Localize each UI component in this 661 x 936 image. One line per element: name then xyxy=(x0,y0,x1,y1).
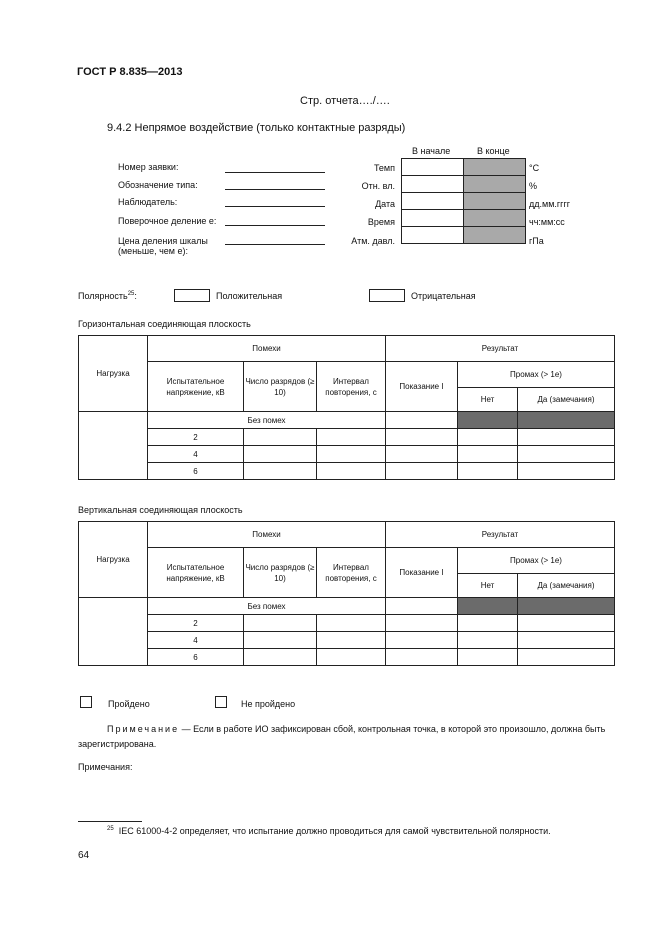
section-title: 9.4.2 Непрямое воздействие (только контактные разряды) xyxy=(107,122,406,134)
cell-temp-start[interactable] xyxy=(402,159,464,176)
footnote-separator xyxy=(78,821,142,822)
page-number: 64 xyxy=(78,850,90,861)
cell-interval[interactable] xyxy=(317,649,386,666)
cell-indication[interactable] xyxy=(386,446,458,463)
field-label-scale-division-note: (меньше, чем е): xyxy=(118,246,188,256)
col-load: Нагрузка xyxy=(79,522,148,598)
cell-date-start[interactable] xyxy=(402,193,464,210)
conditions-label-humidity: Отн. вл. xyxy=(361,181,395,191)
cell-no[interactable] xyxy=(458,429,518,446)
col-no: Нет xyxy=(458,388,518,412)
conditions-label-temp: Темп xyxy=(373,163,395,173)
cell-interval[interactable] xyxy=(317,632,386,649)
cell-no[interactable] xyxy=(458,446,518,463)
cell-discharges[interactable] xyxy=(244,615,317,632)
passed-checkbox[interactable] xyxy=(80,696,92,708)
polarity-negative-label: Отрицательная xyxy=(411,291,476,301)
field-line-type[interactable] xyxy=(225,189,325,190)
cell-interval[interactable] xyxy=(317,615,386,632)
cell-indication[interactable] xyxy=(386,463,458,480)
polarity-label: Полярность$^{25}$: xyxy=(78,291,137,301)
cell-temp-end xyxy=(464,159,526,176)
row-voltage: 2 xyxy=(148,615,244,632)
col-indication: Показание I xyxy=(386,362,458,412)
col-error: Промах (> 1e) xyxy=(458,362,615,388)
col-interval: Интервал повторения, с xyxy=(317,548,386,598)
field-line-verification-division[interactable] xyxy=(225,225,325,226)
field-label-verification-division: Поверочное деление e: xyxy=(118,216,217,226)
polarity-positive-checkbox[interactable] xyxy=(174,289,210,302)
field-line-order-number[interactable] xyxy=(225,172,325,173)
cell-yes[interactable] xyxy=(518,429,615,446)
cell-time-start[interactable] xyxy=(402,210,464,227)
cell-discharges[interactable] xyxy=(244,463,317,480)
col-yes: Да (замечания) xyxy=(518,388,615,412)
cell-discharges[interactable] xyxy=(244,649,317,666)
load-cell[interactable] xyxy=(79,412,148,480)
field-label-scale-division: Цена деления шкалы xyxy=(118,236,208,246)
col-error: Промах (> 1e) xyxy=(458,548,615,574)
col-result: Результат xyxy=(386,522,615,548)
cell-yes[interactable] xyxy=(518,446,615,463)
cell-shaded xyxy=(518,598,615,615)
col-discharges: Число разрядов (≥ 10) xyxy=(244,362,317,412)
cell-time-end xyxy=(464,210,526,227)
cell-shaded xyxy=(518,412,615,429)
cell-interval[interactable] xyxy=(317,429,386,446)
col-interval: Интервал повторения, с xyxy=(317,362,386,412)
cell-discharges[interactable] xyxy=(244,446,317,463)
failed-label: Не пройдено xyxy=(241,699,296,709)
cell-shaded xyxy=(458,412,518,429)
conditions-col-end: В конце xyxy=(477,146,510,156)
col-test-voltage: Испытательное напряжение, кВ xyxy=(148,548,244,598)
note-paragraph: Примечание — Если в работе ИО зафиксирован сбой, контрольная точка, в которой это произошло, должна быть зарегистрирована. xyxy=(78,724,606,749)
load-cell[interactable] xyxy=(79,598,148,666)
row-voltage: 6 xyxy=(148,649,244,666)
col-load: Нагрузка xyxy=(79,336,148,412)
cell-shaded xyxy=(458,598,518,615)
conditions-label-pressure: Атм. давл. xyxy=(351,236,395,246)
field-label-order-number: Номер заявки: xyxy=(118,162,179,172)
passed-label: Пройдено xyxy=(108,699,150,709)
conditions-label-date: Дата xyxy=(375,199,395,209)
col-indication: Показание I xyxy=(386,548,458,598)
col-interference: Помехи xyxy=(148,522,386,548)
cell-indication[interactable] xyxy=(386,412,458,429)
cell-no[interactable] xyxy=(458,615,518,632)
cell-humidity-end xyxy=(464,176,526,193)
polarity-positive-label: Положительная xyxy=(216,291,283,301)
cell-indication[interactable] xyxy=(386,649,458,666)
field-line-observer[interactable] xyxy=(225,206,325,207)
report-page-reference: Стр. отчета…./…. xyxy=(300,95,390,107)
cell-no[interactable] xyxy=(458,649,518,666)
cell-pressure-start[interactable] xyxy=(402,227,464,244)
footnote: $^{25}$ IEC 61000-4-2 определяет, что испытание должно проводиться для самой чувствительной полярности. xyxy=(107,826,551,836)
unit-humidity: % xyxy=(529,181,538,191)
col-interference: Помехи xyxy=(148,336,386,362)
failed-checkbox[interactable] xyxy=(215,696,227,708)
cell-interval[interactable] xyxy=(317,463,386,480)
cell-no[interactable] xyxy=(458,632,518,649)
col-test-voltage: Испытательное напряжение, кВ xyxy=(148,362,244,412)
row-no-interference: Без помех xyxy=(148,598,386,615)
cell-yes[interactable] xyxy=(518,632,615,649)
cell-interval[interactable] xyxy=(317,446,386,463)
cell-discharges[interactable] xyxy=(244,429,317,446)
cell-humidity-start[interactable] xyxy=(402,176,464,193)
notes-label: Примечания: xyxy=(78,762,133,772)
cell-yes[interactable] xyxy=(518,649,615,666)
cell-yes[interactable] xyxy=(518,615,615,632)
cell-pressure-end xyxy=(464,227,526,244)
row-voltage: 6 xyxy=(148,463,244,480)
polarity-negative-checkbox[interactable] xyxy=(369,289,405,302)
cell-date-end xyxy=(464,193,526,210)
field-label-type: Обозначение типа: xyxy=(118,180,198,190)
cell-indication[interactable] xyxy=(386,598,458,615)
cell-indication[interactable] xyxy=(386,615,458,632)
cell-discharges[interactable] xyxy=(244,632,317,649)
cell-indication[interactable] xyxy=(386,429,458,446)
col-result: Результат xyxy=(386,336,615,362)
cell-indication[interactable] xyxy=(386,632,458,649)
unit-date: дд.мм.гггг xyxy=(529,199,571,209)
conditions-col-start: В начале xyxy=(412,146,451,156)
row-no-interference: Без помех xyxy=(148,412,386,429)
unit-temp: °C xyxy=(529,163,540,173)
table-horizontal-title: Горизонтальная соединяющая плоскость xyxy=(78,319,251,329)
row-voltage: 2 xyxy=(148,429,244,446)
cell-yes[interactable] xyxy=(518,463,615,480)
cell-no[interactable] xyxy=(458,463,518,480)
conditions-label-time: Время xyxy=(367,217,395,227)
document-standard-header: ГОСТ Р 8.835—2013 xyxy=(77,66,183,78)
row-voltage: 4 xyxy=(148,446,244,463)
row-voltage: 4 xyxy=(148,632,244,649)
conditions-grid xyxy=(401,158,526,244)
table-vertical xyxy=(78,521,615,666)
col-no: Нет xyxy=(458,574,518,598)
col-discharges: Число разрядов (≥ 10) xyxy=(244,548,317,598)
unit-pressure: гПа xyxy=(529,236,544,246)
table-vertical-title: Вертикальная соединяющая плоскость xyxy=(78,505,243,515)
field-line-scale-division[interactable] xyxy=(225,244,325,245)
field-label-observer: Наблюдатель: xyxy=(118,197,178,207)
unit-time: чч:мм:сс xyxy=(529,217,565,227)
table-horizontal xyxy=(78,335,615,480)
col-yes: Да (замечания) xyxy=(518,574,615,598)
